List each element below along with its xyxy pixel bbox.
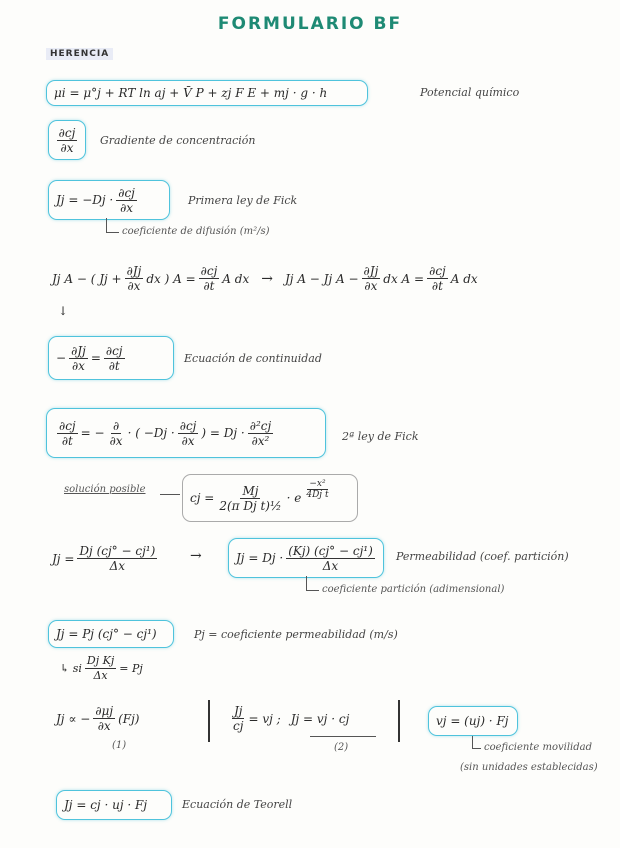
mobility-mid-2: = vj ; <box>248 711 281 726</box>
fick1-box <box>48 180 170 220</box>
balance-mid-4: A dx <box>450 271 478 286</box>
balance-frac-4 <box>427 264 448 293</box>
fick2-eq: = − <box>80 426 105 440</box>
balance-den-3: ∂x <box>364 279 378 293</box>
permeability-si-num: Dj Kj <box>86 654 115 667</box>
page-title: FORMULARIO BF <box>217 14 403 34</box>
permeability-si-row <box>60 654 143 683</box>
teorell-box <box>56 790 172 820</box>
solution-exp-num: −x² <box>309 478 326 489</box>
flux-diff-arrow: → <box>190 548 202 564</box>
flux-diff-fraction <box>77 544 157 573</box>
continuity-num-2: ∂cj <box>105 343 123 358</box>
balance-mid-3: dx A = <box>383 271 425 286</box>
mobility-frac-2 <box>231 704 245 733</box>
fick2-num-1: ∂cj <box>59 418 76 433</box>
solution-exp-den: 4Dj t <box>306 489 329 500</box>
continuity-num-1: ∂Jj <box>71 343 86 358</box>
solution-num: Mj <box>242 483 259 498</box>
flux-diff-hook <box>306 576 319 591</box>
balance-num-2: ∂cj <box>200 264 218 278</box>
solution-lhs: cj = <box>190 491 215 505</box>
mobility-box <box>428 706 518 736</box>
divider-1 <box>208 700 210 742</box>
mobility-hook <box>472 736 481 749</box>
mobility-row-2 <box>228 704 349 733</box>
fick1-lhs: Jj = −Dj · <box>56 193 114 207</box>
continuity-pre: − <box>56 351 67 365</box>
gradient-box <box>48 120 86 160</box>
flux-diff-box-fraction <box>286 544 375 573</box>
balance-row <box>52 264 478 293</box>
mobility-note-1: coeficiente movilidad <box>484 742 592 753</box>
balance-den-2: ∂t <box>203 279 215 293</box>
fick2-frac-2 <box>108 419 125 448</box>
fick1-note: coeficiente de difusión (m²/s) <box>122 226 270 237</box>
continuity-frac-2 <box>104 344 125 373</box>
chem-potential-formula: μi = μ°j + RT ln aj + V̄ P + zj F E + mj · g · h <box>54 86 328 100</box>
solution-connector <box>160 494 180 495</box>
fick2-den-3: ∂x <box>181 433 195 448</box>
solution-den: 2(π Dj t)½ <box>219 498 282 513</box>
teorell-label: Ecuación de Teorell <box>182 798 293 811</box>
mobility-underline <box>310 736 376 737</box>
mobility-mid: (Fj) <box>118 711 140 726</box>
fick2-label: 2ª ley de Fick <box>342 430 419 443</box>
balance-arrow: → <box>261 270 273 287</box>
flux-diff-box-num: (Kj) (cj° − cj¹) <box>288 543 373 558</box>
balance-mid-1: dx ) A = <box>146 271 196 286</box>
balance-den-1: ∂x <box>127 279 141 293</box>
teorell-formula: Jj = cj · uj · Fj <box>64 798 148 812</box>
balance-num-4: ∂cj <box>429 264 446 278</box>
balance-left: Jj A − ( Jj + <box>52 271 122 286</box>
flux-diff-num: Dj (cj° − cj¹) <box>79 544 156 558</box>
balance-num-1: ∂Jj <box>126 264 142 278</box>
balance-right: Jj A − Jj A − <box>284 271 359 286</box>
fick1-num: ∂cj <box>118 185 135 200</box>
mobility-frac-1 <box>93 704 115 733</box>
fick2-frac-1 <box>57 419 78 448</box>
mobility-box-formula: vj = (uj) · Fj <box>436 714 509 728</box>
flux-diff-note: coeficiente partición (adimensional) <box>322 584 505 595</box>
balance-mid-2: A dx <box>222 271 250 286</box>
down-arrow-icon: ↓ <box>58 304 69 318</box>
gradient-num: ∂cj <box>58 125 76 140</box>
permeability-formula: Jj = Pj (cj° − cj¹) <box>56 627 157 641</box>
fick2-den-1: ∂t <box>61 433 73 448</box>
balance-frac-1 <box>125 264 144 293</box>
mobility-label-1: (1) <box>112 740 127 751</box>
continuity-den-1: ∂x <box>71 358 85 373</box>
mobility-den-1: ∂x <box>97 719 111 733</box>
fick2-frac-3 <box>178 419 199 448</box>
continuity-box <box>48 336 174 380</box>
balance-frac-3 <box>362 264 381 293</box>
continuity-eq: = <box>90 351 101 365</box>
permeability-box <box>48 620 174 648</box>
flux-diff-box-lhs: Jj = Dj · <box>236 551 284 565</box>
solution-fraction <box>217 484 283 513</box>
flux-diff-label: Permeabilidad (coef. partición) <box>396 550 569 563</box>
solution-exp-base: · e <box>286 491 302 505</box>
gradient-den: ∂x <box>60 140 74 155</box>
mobility-den-2: cj <box>233 719 244 733</box>
flux-diff-box <box>228 538 384 578</box>
continuity-frac-1 <box>69 344 88 373</box>
solution-label: solución posible <box>64 484 146 495</box>
fick2-num-3: ∂cj <box>179 418 197 433</box>
balance-num-3: ∂Jj <box>363 264 379 278</box>
divider-2 <box>398 700 400 742</box>
fick1-hook <box>106 218 119 233</box>
permeability-si-post: = Pj <box>119 662 143 675</box>
mobility-num-1: ∂μj <box>95 704 114 718</box>
mobility-num-2: Jj <box>233 704 243 718</box>
mobility-note-2: (sin unidades establecidas) <box>460 762 598 773</box>
flux-diff-box-den: Δx <box>322 558 339 573</box>
flux-diff-den: Δx <box>109 559 126 573</box>
fick2-num-4: ∂²cj <box>249 418 272 433</box>
fick2-box <box>46 408 326 458</box>
gradient-label: Gradiente de concentración <box>100 134 256 147</box>
gradient-fraction <box>57 126 78 155</box>
chem-potential-label: Potencial químico <box>420 86 520 99</box>
fick2-den-2: ∂x <box>109 433 123 448</box>
chem-potential-box <box>46 80 368 106</box>
mobility-label-2: (2) <box>334 742 349 753</box>
permeability-si-pre: ↳ si <box>60 662 82 675</box>
permeability-si-den: Δx <box>93 669 108 682</box>
fick2-mid: · ( −Dj · <box>127 426 175 440</box>
fick1-label: Primera ley de Fick <box>188 194 298 207</box>
fick2-close: ) = Dj · <box>201 426 245 440</box>
flux-diff-lhs: Jj = <box>52 551 75 566</box>
flux-diff-row <box>52 544 160 573</box>
mobility-mid-3: Jj = vj · cj <box>290 711 350 726</box>
permeability-note: Pj = coeficiente permeabilidad (m/s) <box>194 628 398 641</box>
mobility-row-1 <box>56 704 140 733</box>
balance-frac-2 <box>199 264 220 293</box>
solution-exponent <box>304 479 330 500</box>
fick2-den-4: ∂x² <box>251 433 270 448</box>
continuity-label: Ecuación de continuidad <box>184 352 322 365</box>
continuity-den-2: ∂t <box>108 358 120 373</box>
fick2-frac-4 <box>248 419 273 448</box>
permeability-si-fraction <box>85 654 116 683</box>
solution-box <box>182 474 358 522</box>
fick2-num-2: ∂ <box>112 418 120 433</box>
fick1-den: ∂x <box>120 200 134 215</box>
section-heading: HERENCIA <box>46 48 113 60</box>
mobility-lhs: Jj ∝ − <box>56 711 91 726</box>
balance-den-4: ∂t <box>431 279 443 293</box>
fick1-fraction <box>116 186 137 215</box>
